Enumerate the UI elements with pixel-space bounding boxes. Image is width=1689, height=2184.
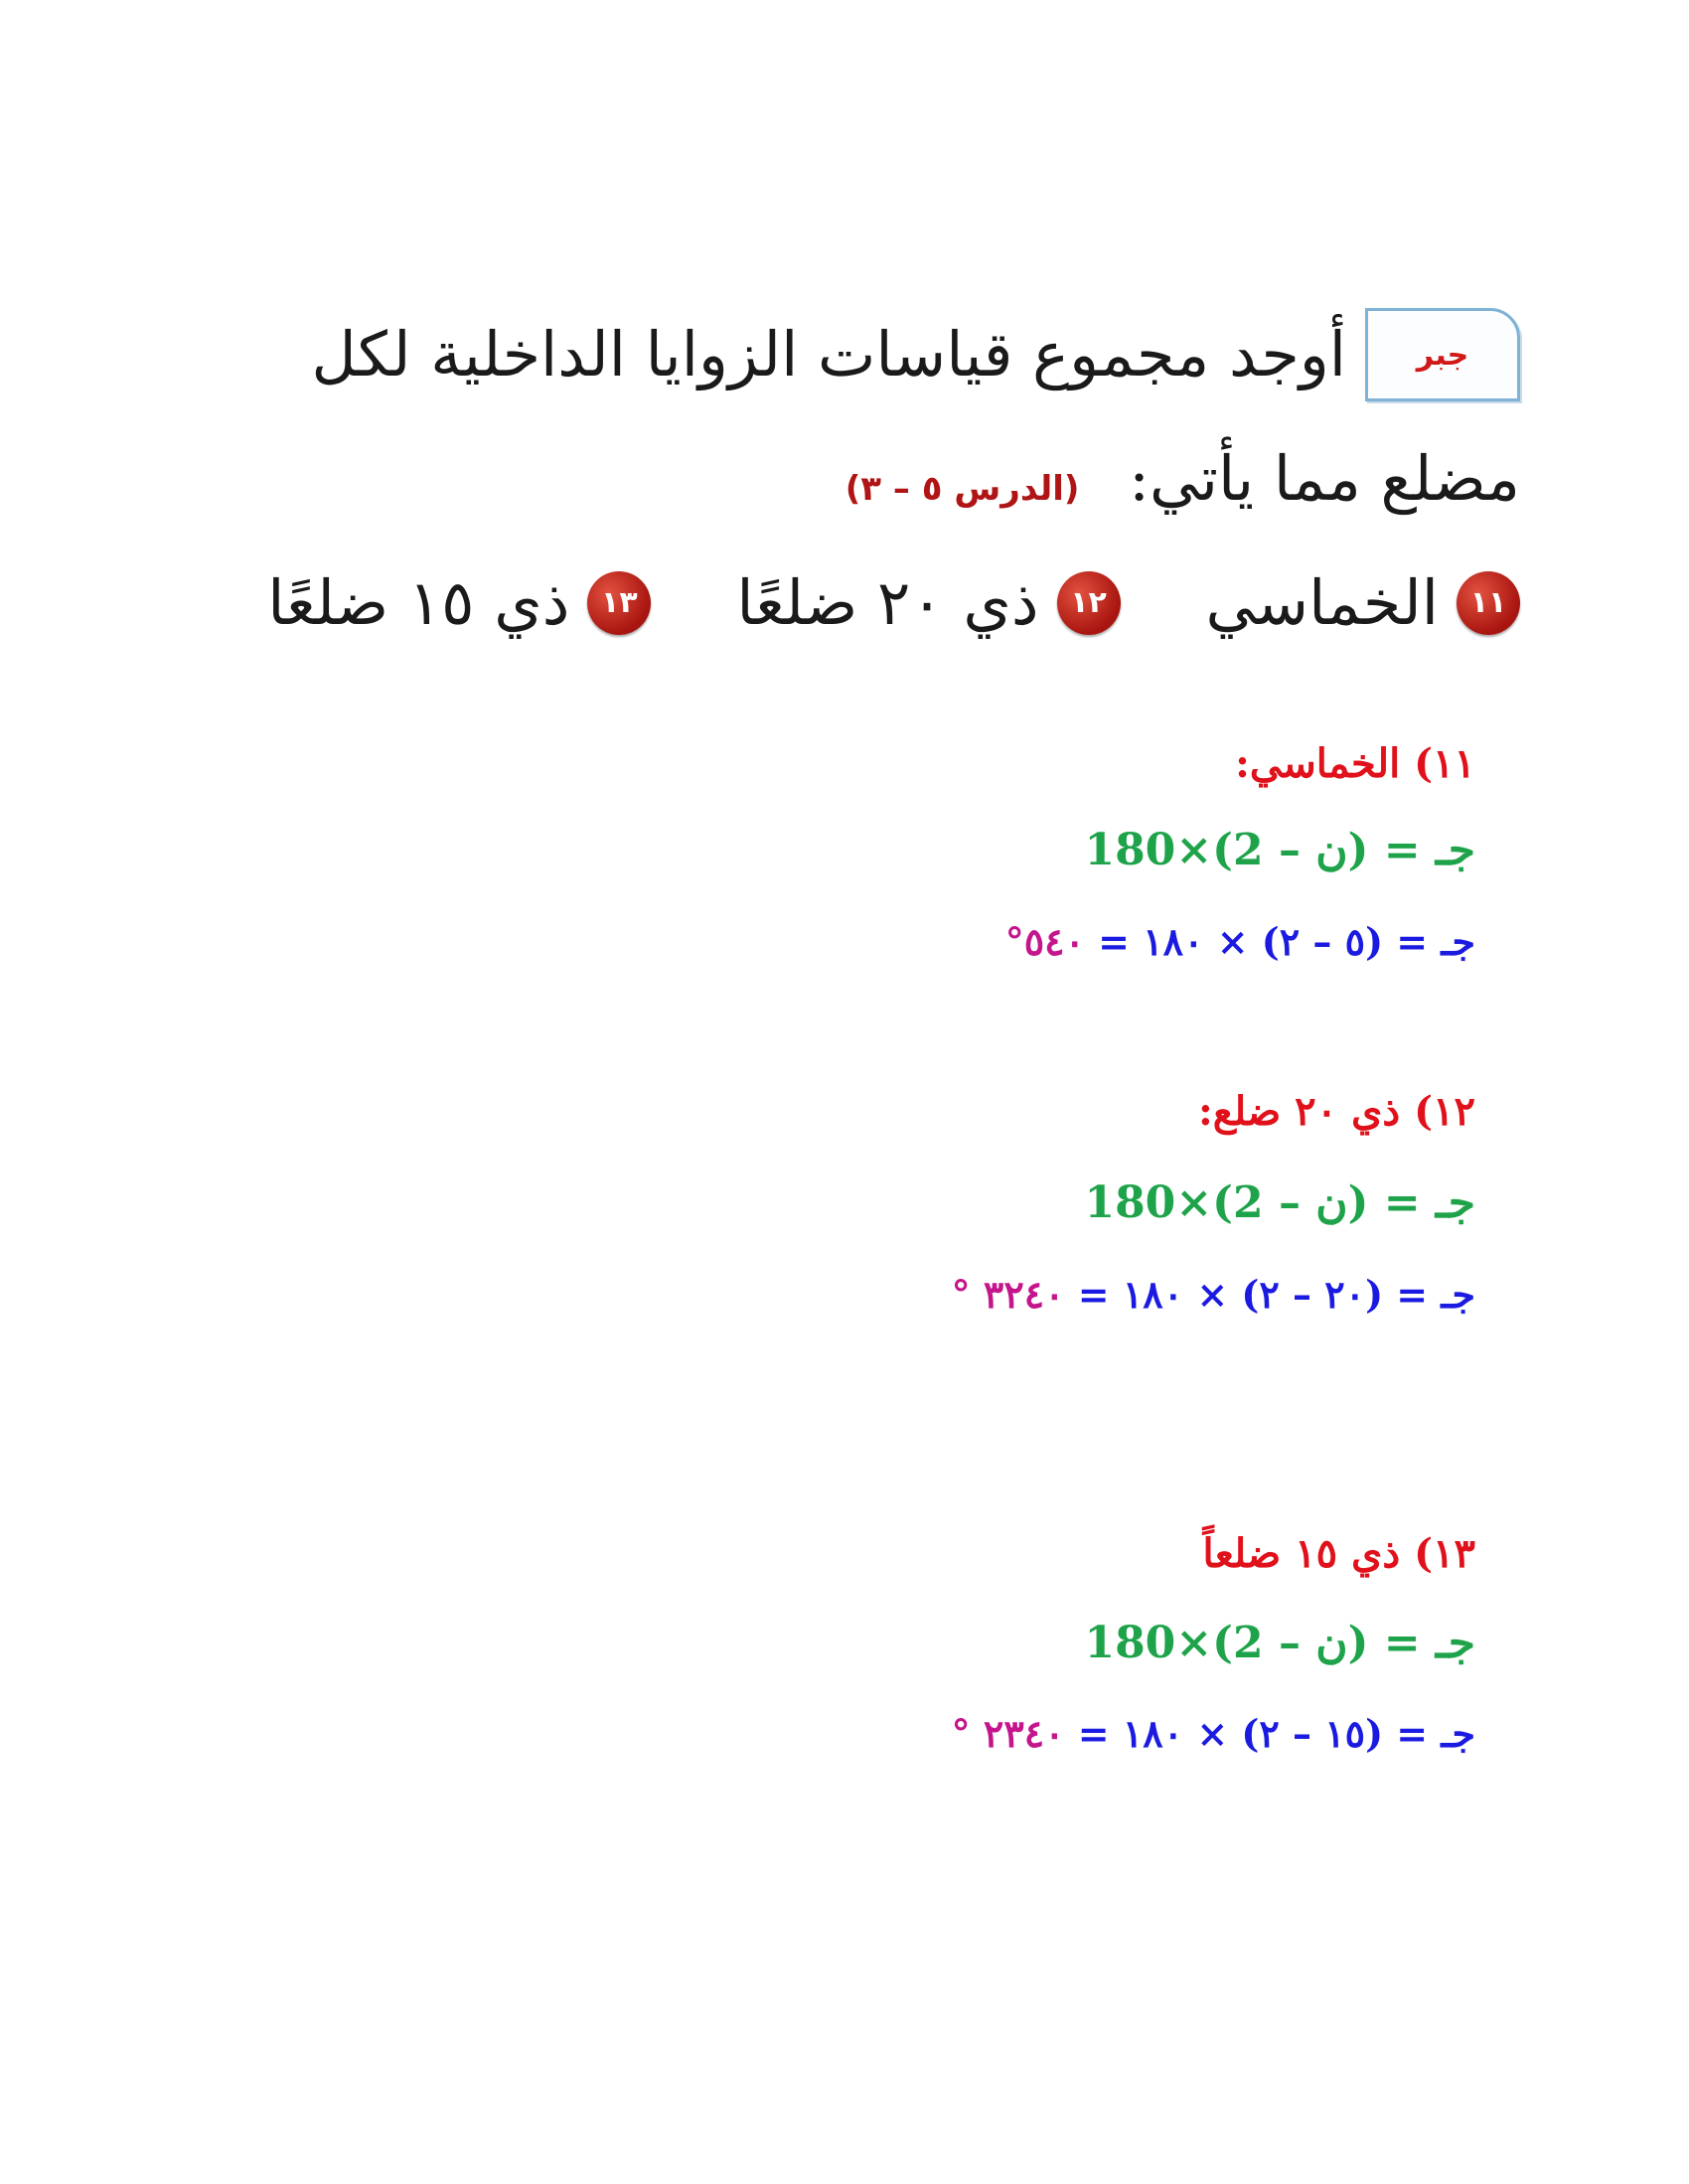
answer-11-calc-expression: جـ = (٥ – ٢) × ١٨٠ = [1084,919,1475,964]
exercise-items [267,566,1520,639]
answer-13-result: ٢٣٤٠ ° [951,1711,1065,1756]
answer-11-calculation [1005,919,1475,964]
answer-13-calc-expression: جـ = (١٥ – ٢) × ١٨٠ = [1064,1711,1475,1756]
exercise-number-11: ١١ [1457,571,1520,635]
answer-13-formula: جـ = (ن – 2)×180 [1084,1618,1475,1668]
answer-11-result: ٥٤٠° [1004,919,1085,964]
answer-11-formula: جـ = (ن – 2)×180 [1084,825,1475,875]
question-line-2-text: مضلع مما يأتي: [1129,442,1520,515]
answer-13-calculation [952,1711,1475,1756]
answer-12-title: ١٢) ذي ٢٠ ضلع: [1197,1088,1475,1135]
lesson-reference: (الدرس ٥ – ٣) [844,469,1080,509]
exercise-label-13: ذي ١٥ ضلعًا [267,566,570,639]
subject-tag: جبر [1365,308,1520,401]
answer-12-result: ٣٢٤٠ ° [951,1272,1065,1317]
answer-12-formula: جـ = (ن – 2)×180 [1084,1177,1475,1228]
exercise-label-12: ذي ٢٠ ضلعًا [736,566,1039,639]
answer-12-calc-expression: جـ = (٢٠ – ٢) × ١٨٠ = [1064,1272,1475,1317]
answer-11-title: ١١) الخماسي: [1235,740,1475,787]
question-header [229,298,1520,686]
exercise-number-13: ١٣ [587,571,651,635]
answer-13-title: ١٣) ذي ١٥ ضلعاً [1202,1530,1475,1577]
exercise-number-12: ١٢ [1057,571,1121,635]
question-line-1: أوجد مجموع قياسات الزوايا الداخلية لكل [311,318,1346,390]
exercise-label-11: الخماسي [1205,566,1439,639]
answer-12-calculation [952,1272,1475,1317]
question-line-2 [845,442,1520,515]
